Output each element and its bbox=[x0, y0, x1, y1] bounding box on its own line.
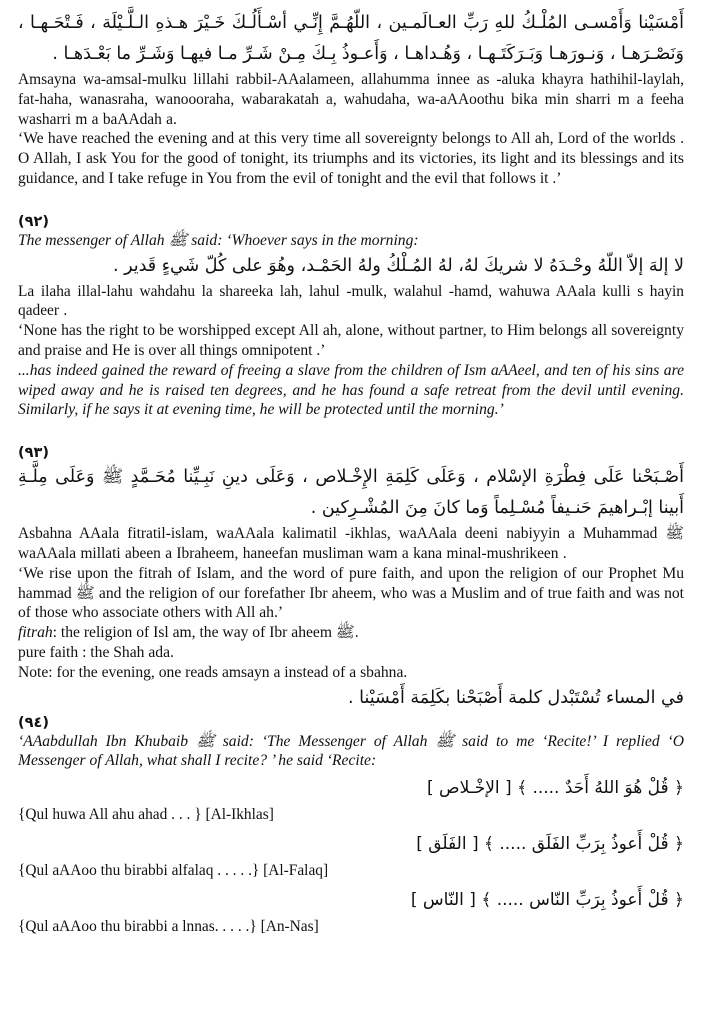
supplication-91 bbox=[18, 8, 684, 189]
supplication-94 bbox=[18, 714, 684, 938]
supplication-93 bbox=[18, 444, 684, 713]
spacer bbox=[18, 189, 684, 203]
hadith-intro: The messenger of Allah ﷺ said: ‘Whoever says in the morning: bbox=[18, 231, 419, 249]
section-number: (٩٣) bbox=[18, 445, 49, 462]
fitrah-definition-text: : the religion of Isl am, the way of Ibr aheem ﷺ. bbox=[52, 624, 359, 642]
transliteration: Asbahna AAala fitratil-islam, waAAala kalimatil -ikhlas, waAAala deeni nabiyyin a Muhammad ﷺ waAAala millati abeen a Ibraheem, haneefan musliman wam a kana minal-mushrikeen . bbox=[18, 525, 684, 562]
english-translation: ‘We have reached the evening and at this very time all sovereignty belongs to All ah, Lord of the worlds . O Allah, I ask You for the good of tonight, its triumphs and its victories, its light and its blessings and its guidance, and I take refuge in You from the evil of tonight and the evil that follows it .’ bbox=[18, 130, 684, 187]
pure-faith-definition: pure faith : the Shah ada. bbox=[18, 643, 174, 661]
surah-falaq-translit: {Qul aAAoo thu birabbi alfalaq . . . . .} [Al-Falaq] bbox=[18, 862, 329, 880]
section-number: (٩٤) bbox=[18, 714, 49, 731]
reward-text: ...has indeed gained the reward of freeing a slave from the children of Ism aAAeel, and ten of his sins are wiped away and he is raised ten degrees, and he has found a safe retreat from the devil until evening. Similarly, if he says it at evening time, he will be protected until the morning.’ bbox=[18, 361, 684, 419]
section-number: (٩٢) bbox=[18, 213, 49, 230]
english-translation: ‘None has the right to be worshipped except All ah, alone, without partner, to Him belongs all sovereignty and praise and He is over all things omnipotent .’ bbox=[18, 322, 684, 359]
surah-falaq-arabic: ﴿ قُلْ أَعوذُ بِرَبِّ الفَلَق ..... ﴾ [ الفَلَق ] bbox=[416, 834, 684, 855]
page bbox=[18, 8, 684, 939]
surah-nas-translit: {Qul aAAoo thu birabbi a lnnas. . . . .} [An-Nas] bbox=[18, 918, 319, 936]
fitrah-definition bbox=[18, 623, 684, 643]
evening-note: Note: for the evening, one reads amsayn a instead of a sbahna. bbox=[18, 663, 408, 681]
evening-note-arabic: في المساء تُسْتَبْدل كلمة أَصْبَحْنا بكَلِمَة أَمْسَيْنا . bbox=[348, 687, 684, 708]
transliteration: La ilaha illal-lahu wahdahu la shareeka lah, lahul -mulk, walahul -hamd, wahuwa AAala kulli s hayin qadeer . bbox=[18, 282, 684, 320]
supplication-92 bbox=[18, 213, 684, 420]
surah-ikhlas-translit: {Qul huwa All ahu ahad . . . } [Al-Ikhlas] bbox=[18, 806, 274, 824]
english-translation: ‘We rise upon the fitrah of Islam, and the word of pure faith, and upon the religion of our Prophet Mu hammad ﷺ and the religion of our forefather Ibr aheem, who was a Muslim and of true faith and was not of those who associate others with All ah.’ bbox=[18, 564, 685, 622]
surah-ikhlas-arabic: ﴿ قُلْ هُوَ اللهُ أَحَدٌ ..... ﴾ [ الإخْـلاص ] bbox=[427, 778, 684, 799]
transliteration: Amsayna wa-amsal-mulku lillahi rabbil-AAalameen, allahumma innee as -aluka khayra hathihil-laylah, fat-haha, wanasraha, wanoooraha, wabarakatah a, wahudaha, wa-aAAoothu bika min sharri m a feeha washarri m a baAAdah a. bbox=[18, 71, 684, 128]
arabic-text: أَمْسَيْنا وَأَمْسـى المُلْـكُ للهِ رَبِّ العـالَمـين ، اللّهُـمَّ إِنِّـي أسْـأَلُـكَ خَـيْرَ هـذهِ الـلَّـيْلَة ، فَـتْحَـهـا ، وَنَصْـرَهـا ، وَنـورَهـا وَبَـرَكَتَـهـا ، وَهُـداهـا ، وَأَعـوذُ بِـكَ مِـنْ شَـرِّ مـا فيهـا وَشَـرِّ ما بَعْـدَهـا . bbox=[18, 13, 684, 64]
hadith-intro: ‘AAabdullah Ibn Khubaib ﷺ said: ‘The Messenger of Allah ﷺ said to me ‘Recite!’ I replied ‘O Messenger of Allah, what shall I recite? ’ he said ‘Recite: bbox=[18, 732, 684, 770]
arabic-text: لا إلهَ إلاّ اللّهُ وحْـدَهُ لا شريكَ لهُ، لهُ المُـلْكُ ولهُ الحَمْـد، وهُوَ على كُلّ شَيءٍ قَدير . bbox=[112, 255, 684, 276]
arabic-text: أَصْـبَحْنا عَلَى فِطْرَةِ الإسْلام ، وَعَلَى كَلِمَةِ الإِخْـلاص ، وَعَلَى دينِ نَبِـيِّنا مُحَـمَّدٍ ﷺ وَعَلَى مِلَّـةِ أَبينا إبْـراهيمَ حَنـيفاً مُسْـلِماً وَما كانَ مِنَ المُشْـرِكين . bbox=[18, 467, 684, 519]
spacer bbox=[18, 420, 684, 434]
fitrah-term: fitrah bbox=[18, 624, 53, 642]
surah-nas-arabic: ﴿ قُلْ أَعوذُ بِرَبِّ النّاس ..... ﴾ [ النّاس ] bbox=[410, 890, 684, 911]
